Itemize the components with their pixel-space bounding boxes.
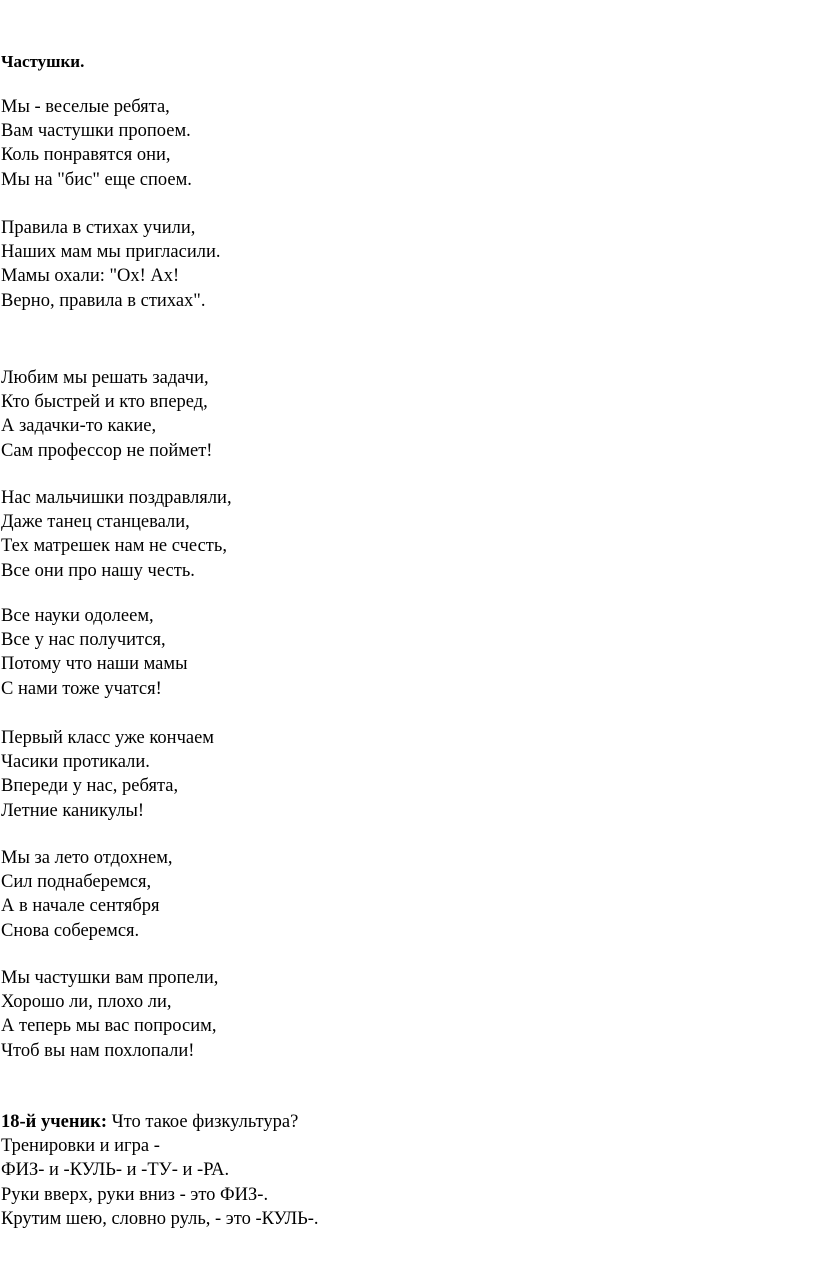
stanza-line: Тех матрешек нам не счесть, [1,536,227,557]
stanza-line: Мы - веселые ребята, [1,97,170,117]
stanza-8 [1,966,218,1063]
stanza-line: Часики протикали. [1,752,150,773]
stanza-line: Снова соберемся. [1,920,140,941]
stanza-7 [1,846,173,943]
speaker-text: Что такое физкультура? [111,1112,299,1132]
stanza-line: Первый класс уже кончаем [1,728,215,748]
stanza-line: Все у нас получится, [1,630,166,651]
final-line: Крутим шею, словно руль, - это -КУЛЬ-. [1,1208,319,1229]
speaker-label: 18-й ученик: [1,1112,107,1132]
stanza-line: С нами тоже учатся! [1,678,162,699]
stanza-2 [1,216,221,313]
stanza-line: Мы на "бис" еще споем. [1,169,192,190]
stanza-line: Кто быстрей и кто вперед, [1,392,208,413]
stanza-line: Любим мы решать задачи, [1,368,209,388]
stanza-line: Сил поднаберемся, [1,872,152,893]
stanza-5 [1,604,188,701]
stanza-line: Мамы охали: "Ох! Ах! [1,266,180,287]
stanza-line: Чтоб вы нам похлопали! [1,1040,195,1061]
stanza-line: Мы за лето отдохнем, [1,848,173,868]
stanza-3 [1,366,212,463]
stanza-4 [1,486,232,583]
stanza-6 [1,726,214,823]
stanza-line: Сам профессор не поймет! [1,440,213,461]
stanza-line: Коль понравятся они, [1,145,171,166]
stanza-line: Хорошо ли, плохо ли, [1,992,172,1013]
stanza-line: Даже танец станцевали, [1,512,190,533]
stanza-line: Все они про нашу честь. [1,560,195,581]
stanza-line: А задачки-то какие, [1,416,157,437]
stanza-line: Все науки одолеем, [1,606,154,626]
stanza-line: Потому что наши мамы [1,654,188,675]
final-line: ФИЗ- и -КУЛЬ- и -ТУ- и -РА. [1,1160,230,1181]
stanza-line: А в начале сентября [1,896,160,917]
stanza-1 [1,95,192,192]
stanza-line: Правила в стихах учили, [1,218,196,238]
stanza-line: Нас мальчишки поздравляли, [1,488,232,508]
stanza-line: Летние каникулы! [1,800,145,821]
speaker-line [1,1110,319,1134]
final-section [1,1110,319,1231]
stanza-line: Верно, правила в стихах". [1,290,206,311]
stanza-line: Мы частушки вам пропели, [1,968,219,988]
document-title: Частушки. [1,52,85,71]
final-line: Тренировки и игра - [1,1136,160,1157]
stanza-line: Впереди у нас, ребята, [1,776,179,797]
stanza-line: Вам частушки пропоем. [1,121,191,142]
final-line: Руки вверх, руки вниз - это ФИЗ-. [1,1184,269,1205]
stanza-line: Наших мам мы пригласили. [1,242,221,263]
stanza-line: А теперь мы вас попросим, [1,1016,217,1037]
